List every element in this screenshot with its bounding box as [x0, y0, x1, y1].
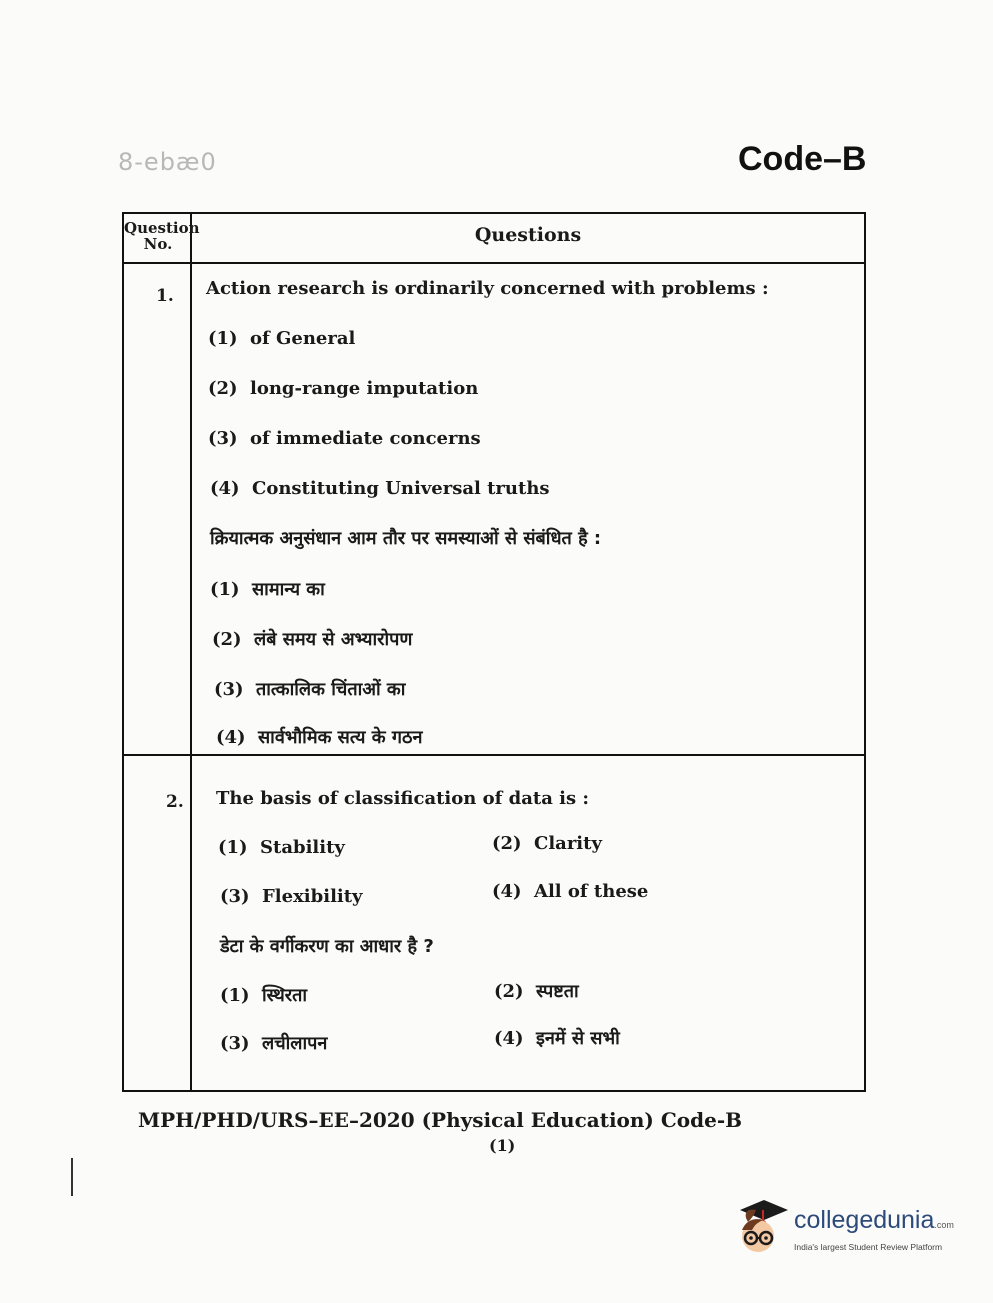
column-divider [190, 214, 192, 1090]
question-text-hi: क्रियात्मक अनुसंधान आम तौर पर समस्याओं से संबंधित है : [210, 528, 602, 549]
question-text-en: The basis of classification of data is : [216, 788, 590, 809]
question-text-en: Action research is ordinarily concerned with problems : [206, 278, 769, 299]
questions-table [122, 212, 866, 1092]
header-divider [124, 262, 864, 264]
option-en: (1) of General [208, 328, 356, 349]
question-no-header: Question No. [124, 219, 200, 253]
option-en: (3) Flexibility [220, 886, 363, 907]
question-number: 1. [156, 286, 174, 306]
question-number: 2. [166, 792, 184, 812]
faded-stamp: 8-ebæ0 [118, 148, 217, 176]
option-hi: (1) स्थिरता [220, 985, 308, 1006]
logo-wordmark: collegedunia.com [794, 1206, 954, 1234]
footer-paper-title: MPH/PHD/URS–EE–2020 (Physical Education) Code-B [138, 1108, 743, 1132]
option-hi: (2) लंबे समय से अभ्यारोपण [212, 629, 413, 650]
question-text-hi: डेटा के वर्गीकरण का आधार है ? [220, 936, 434, 957]
student-mascot-icon [734, 1196, 790, 1258]
option-en: (3) of immediate concerns [208, 428, 481, 449]
collegedunia-logo [734, 1196, 964, 1260]
row-divider [124, 754, 864, 756]
paper-code: Code–B [738, 140, 867, 178]
option-hi: (2) स्पष्टता [494, 981, 579, 1002]
option-hi: (4) सार्वभौमिक सत्य के गठन [216, 727, 423, 748]
option-en: (4) Constituting Universal truths [210, 478, 550, 499]
option-hi: (3) तात्कालिक चिंताओं का [214, 679, 406, 700]
questions-header: Questions [474, 224, 582, 246]
margin-mark [71, 1158, 73, 1196]
option-hi: (1) सामान्य का [210, 579, 325, 600]
option-hi: (4) इनमें से सभी [494, 1028, 620, 1049]
option-en: (2) long-range imputation [208, 378, 479, 399]
option-en: (2) Clarity [492, 833, 602, 854]
page-number: (1) [489, 1136, 516, 1155]
option-hi: (3) लचीलापन [220, 1033, 328, 1054]
option-en: (4) All of these [492, 881, 649, 902]
option-en: (1) Stability [218, 837, 345, 858]
logo-tagline: India's largest Student Review Platform [794, 1242, 943, 1252]
